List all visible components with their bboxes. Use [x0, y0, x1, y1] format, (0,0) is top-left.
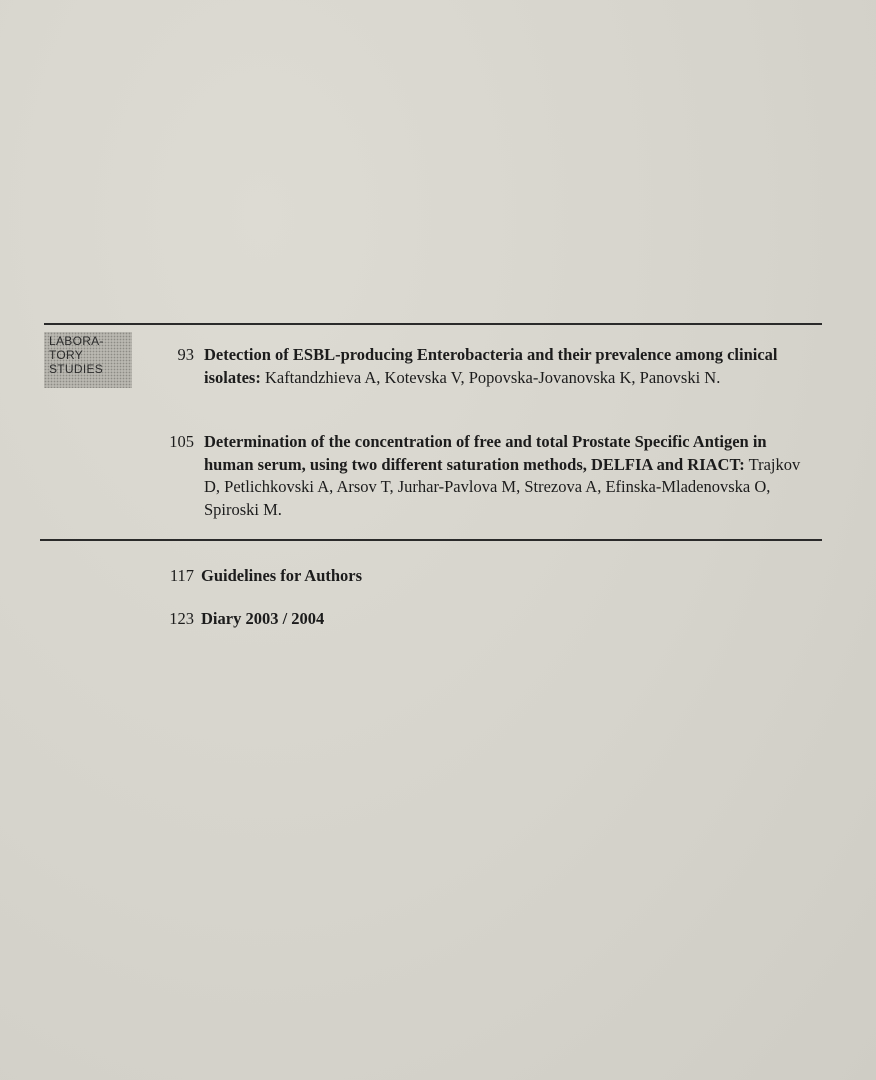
section-label-line: STUDIES [49, 362, 104, 376]
toc-entry [150, 608, 820, 632]
toc-page-number: 93 [177, 345, 194, 364]
toc-article-title: Determination of the concentration of free and total Prostate Specific Antigen in human serum, using two different saturation methods, DELFIA and RIACT: [204, 432, 767, 474]
toc-article-authors: Kaftandzhieva A, Kotevska V, Popovska-Jovanovska K, Panovski N. [260, 367, 721, 387]
toc-entry-text [201, 565, 817, 588]
section-label-line: LABORA- [49, 334, 104, 348]
toc-entry-text [201, 608, 817, 631]
toc-entry-text [204, 431, 820, 521]
section-label-laboratory-studies [44, 332, 132, 388]
section-divider-bottom [40, 539, 822, 541]
toc-entry-text [204, 344, 820, 389]
toc-entry [150, 565, 820, 589]
section-divider-top [44, 323, 822, 325]
toc-article-title: Diary 2003 / 2004 [201, 609, 325, 628]
section-label-line: TORY [49, 348, 84, 362]
toc-article-authors: Trajkov D, Petlichkovski A, Arsov T, Jurhar-Pavlova M, Strezova A, Efinska-Mladenovska O, Spiroski M. [204, 454, 801, 519]
toc-page-number: 105 [169, 432, 194, 451]
toc-article-title: Guidelines for Authors [201, 566, 363, 585]
toc-page-number: 117 [169, 566, 194, 585]
toc-article-title: Detection of ESBL-producing Enterobacteria and their prevalence among clinical isolates: [204, 345, 778, 387]
toc-entry [150, 431, 820, 526]
toc-page-number: 123 [169, 609, 194, 628]
toc-entry [150, 344, 820, 414]
